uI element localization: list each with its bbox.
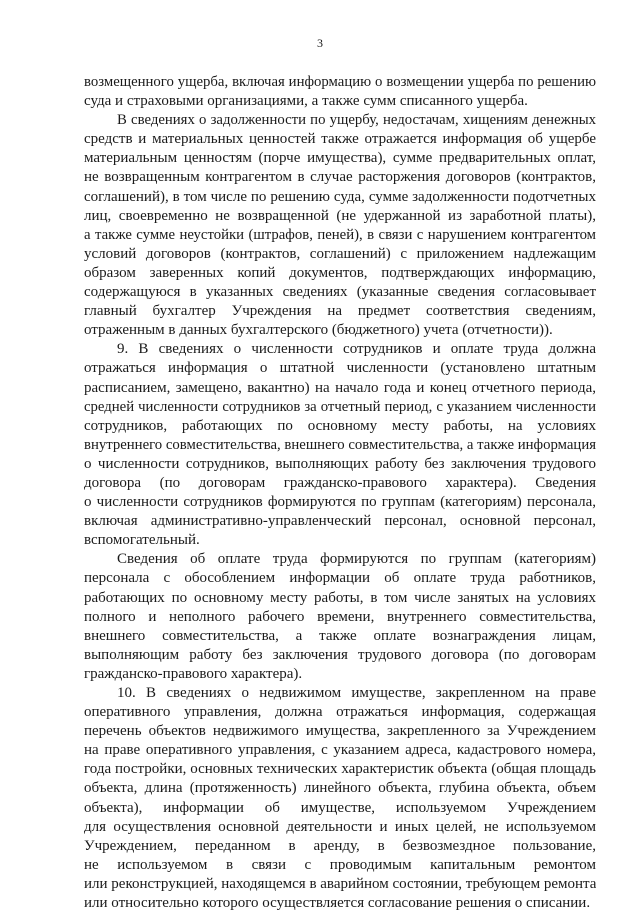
text-line: расписанием, замещено, вакантно) на начало года и конец отчетного периода, (84, 379, 596, 396)
paragraph (84, 73, 596, 111)
text-line: суда и страховыми организациями, а также сумм списанного ущерба. (84, 93, 528, 110)
text-line: условий договоров (контрактов, соглашений) с приложением надлежащим (84, 245, 596, 262)
text-line: главный бухгалтер Учреждения на предмет соответствия сведениям, (84, 303, 596, 320)
text-line: гражданско-правового характера). (84, 665, 303, 682)
text-line: сотрудников, работающих по основному месту работы, на условиях (84, 417, 596, 434)
text-line: В сведениях о задолженности по ущербу, недостачам, хищениям денежных (117, 112, 596, 129)
text-line: оперативного управления, должна отражаться информация, содержащая (84, 704, 596, 721)
text-line: соглашений), в том числе по решению суда, сумме задолженности подотчетных (84, 188, 596, 205)
text-line: полного и неполного рабочего времени, внутреннего совместительства, (84, 608, 596, 625)
text-line: Учреждением, переданном в аренду, в безвозмездное пользование, (84, 837, 596, 854)
paragraph (84, 550, 596, 684)
paragraph (84, 111, 596, 340)
text-line: перечень объектов недвижимого имущества, закрепленного за Учреждением (84, 723, 596, 740)
text-line: объекта), информации об имуществе, используемом Учреждением (84, 799, 596, 816)
document-body (84, 73, 596, 913)
text-line: 9. В сведениях о численности сотрудников и оплате труда должна (117, 341, 596, 358)
text-line: не используемом в связи с проводимым капитальным ремонтом (84, 856, 596, 873)
text-line: материальным ценностям (порче имущества), сумме предварительных оплат, (84, 150, 596, 167)
text-line: на праве оперативного управления, с указанием адреса, кадастрового номера, (84, 742, 596, 759)
text-line: 10. В сведениях о недвижимом имуществе, закрепленном на праве (117, 685, 596, 701)
text-line: или относительно которого осуществляется согласование решения о списании. (84, 895, 591, 912)
text-line: средней численности сотрудников за отчетный период, с указанием численности (84, 398, 596, 415)
text-line: выполняющим работу без заключения трудового договора (по договорам (84, 646, 596, 663)
text-line: договора (по договорам гражданско-правового характера). Сведения (84, 474, 596, 491)
text-line: возмещенного ущерба, включая информацию о возмещении ущерба по решению (84, 74, 596, 90)
text-line: образом заверенных копий документов, подтверждающих информацию, (84, 264, 596, 281)
text-line: отражаться информация о штатной численности (установлено штатным (84, 360, 596, 377)
text-line: о численности сотрудников, выполняющих работу без заключения трудового (84, 455, 596, 472)
text-line: для осуществления основной деятельности и иных целей, не используемом (84, 818, 596, 835)
text-line: отраженным в данных бухгалтерского (бюджетного) учета (отчетности)). (84, 322, 553, 339)
paragraph (84, 340, 596, 550)
text-line: внешнего совместительства, а также оплате вознаграждения лицам, (84, 627, 596, 644)
text-line: о численности сотрудников формируются по группам (категориям) персонала, (84, 494, 596, 511)
text-line: года постройки, основных технических характеристик объекта (общая площадь (84, 761, 596, 778)
text-line: работающих по основному месту работы, в том числе занятых на условиях (84, 589, 596, 606)
text-line: а также сумме неустойки (штрафов, пеней), в связи с нарушением контрагентом (84, 226, 596, 243)
text-line: содержащуюся в указанных сведениях (указанные сведения согласовывает (84, 284, 596, 301)
page-number: 3 (317, 36, 323, 50)
text-line: средств и материальных ценностей также отражается информация об ущербе (84, 131, 596, 148)
text-line: персонала с обособлением информации об оплате труда работников, (84, 570, 596, 587)
text-line: или реконструкцией, находящемся в аварийном состоянии, требующем ремонта (84, 875, 596, 892)
paragraph (84, 684, 596, 913)
text-line: Сведения об оплате труда формируются по группам (категориям) (117, 551, 596, 568)
text-line: включая административно-управленческий персонал, основной персонал, (84, 513, 596, 530)
text-line: вспомогательный. (84, 532, 200, 549)
text-line: лиц, своевременно не возвращенной (не удержанной из заработной платы), (84, 207, 596, 224)
text-line: внутреннего совместительства, внешнего совместительства, а также информация (84, 436, 596, 453)
text-line: не возвращенным контрагентом в случае расторжения договоров (контрактов, (84, 169, 596, 186)
text-line: объекта, длина (протяженность) линейного объекта, глубина объекта, объем (84, 780, 596, 797)
